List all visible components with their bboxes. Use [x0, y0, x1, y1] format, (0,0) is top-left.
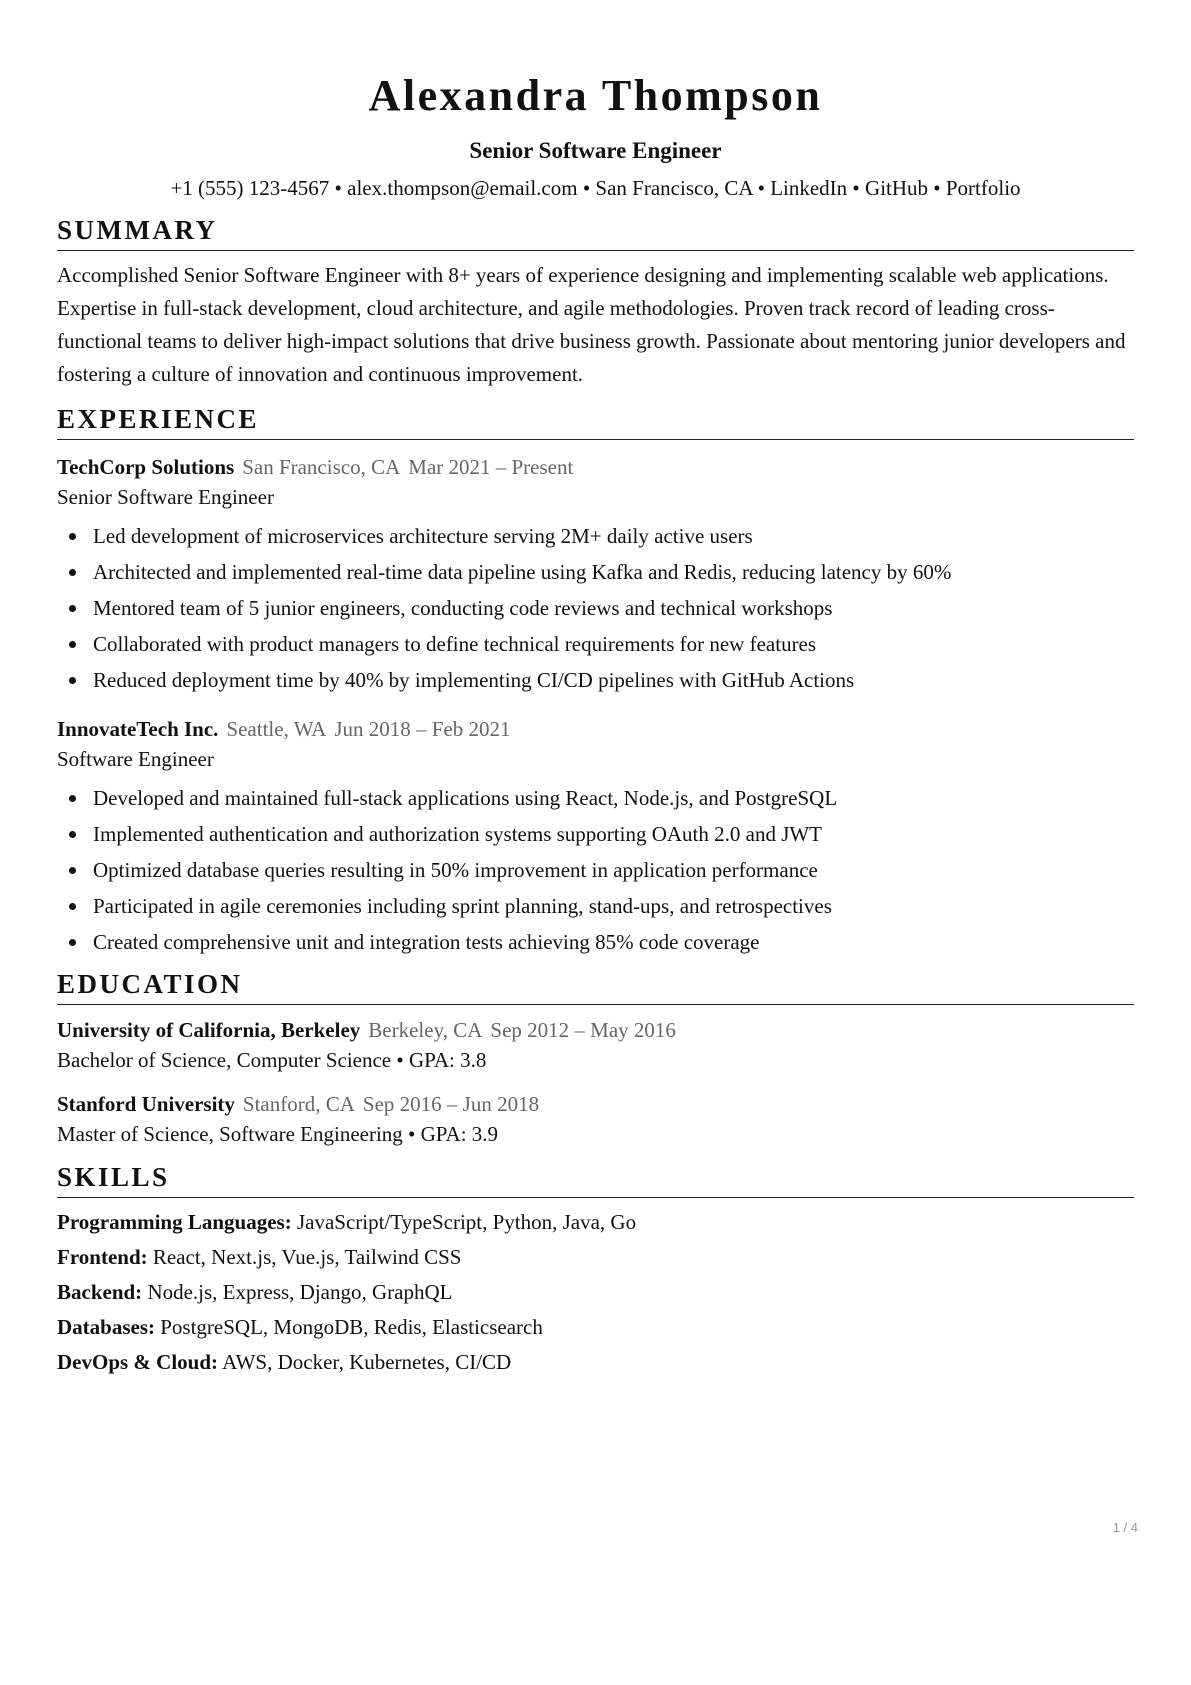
job-header — [57, 452, 1134, 482]
list-item — [57, 558, 1134, 586]
list-item — [57, 928, 1134, 956]
summary-section — [57, 214, 1134, 391]
bullet-text: Implemented authentication and authorization systems supporting OAuth 2.0 and JWT — [93, 822, 823, 846]
bullet-icon — [69, 605, 76, 612]
skill-row — [57, 1278, 1134, 1306]
summary-text: Accomplished Senior Software Engineer with 8+ years of experience designing and implementing scalable web applications. Expertise in full-stack development, cloud architecture, and agile methodologies. Proven track record of leading cross-functional teams to deliver high-impact solutions that drive business growth. Passionate about mentoring junior developers and fostering a culture of innovation and continuous improvement. — [57, 263, 1126, 386]
skill-value: Node.js, Express, Django, GraphQL — [147, 1280, 453, 1304]
bullet-icon — [69, 939, 76, 946]
list-item — [57, 594, 1134, 622]
resume-header — [57, 0, 1134, 202]
degree-line: Bachelor of Science, Computer Science • GPA: 3.8 — [57, 1048, 487, 1072]
candidate-title: Senior Software Engineer — [469, 138, 722, 163]
experience-heading: EXPERIENCE — [57, 403, 1134, 440]
skills-heading: SKILLS — [57, 1161, 1134, 1198]
contact-line: +1 (555) 123-4567 • alex.thompson@email.com • San Francisco, CA • LinkedIn • GitHub • Portfolio — [170, 176, 1021, 200]
skill-label: Frontend: — [57, 1245, 148, 1269]
summary-heading: SUMMARY — [57, 214, 1134, 251]
bullet-text: Mentored team of 5 junior engineers, conducting code reviews and technical workshops — [93, 596, 833, 620]
education-header — [57, 1015, 1134, 1045]
list-item — [57, 630, 1134, 658]
skill-value: AWS, Docker, Kubernetes, CI/CD — [222, 1350, 512, 1374]
list-item — [57, 666, 1134, 694]
skill-row — [57, 1208, 1134, 1236]
skill-row — [57, 1313, 1134, 1341]
skill-label: DevOps & Cloud: — [57, 1350, 219, 1374]
education-entry — [57, 1015, 1134, 1075]
job-role: Software Engineer — [57, 747, 214, 771]
school-location: Stanford, CA — [242, 1092, 355, 1116]
list-item — [57, 820, 1134, 848]
job-header — [57, 714, 1134, 744]
bullet-icon — [69, 569, 76, 576]
school-dates: Sep 2012 – May 2016 — [490, 1018, 676, 1042]
skill-row — [57, 1348, 1134, 1376]
page-indicator: 1 / 4 — [1112, 1520, 1138, 1535]
experience-section — [57, 403, 1134, 956]
bullet-text: Architected and implemented real-time data pipeline using Kafka and Redis, reducing latency by 60% — [93, 560, 952, 584]
job-location: San Francisco, CA — [242, 455, 401, 479]
bullet-text: Led development of microservices architecture serving 2M+ daily active users — [93, 524, 753, 548]
skill-value: React, Next.js, Vue.js, Tailwind CSS — [152, 1245, 462, 1269]
skill-row — [57, 1243, 1134, 1271]
bullet-text: Developed and maintained full-stack applications using React, Node.js, and PostgreSQL — [93, 786, 838, 810]
list-item — [57, 784, 1134, 812]
job-bullets — [57, 784, 1134, 956]
skills-section — [57, 1161, 1134, 1376]
school-dates: Sep 2016 – Jun 2018 — [362, 1092, 540, 1116]
bullet-icon — [69, 867, 76, 874]
job-dates: Mar 2021 – Present — [408, 455, 574, 479]
skills-list — [57, 1208, 1134, 1376]
bullet-icon — [69, 677, 76, 684]
bullet-icon — [69, 795, 76, 802]
job-location: Seattle, WA — [226, 717, 327, 741]
education-header — [57, 1089, 1134, 1119]
education-heading: EDUCATION — [57, 968, 1134, 1005]
job-dates: Jun 2018 – Feb 2021 — [334, 717, 511, 741]
bullet-icon — [69, 641, 76, 648]
job-entry — [57, 714, 1134, 956]
degree-line: Master of Science, Software Engineering • GPA: 3.9 — [57, 1122, 499, 1146]
skill-label: Programming Languages: — [57, 1210, 292, 1234]
job-company: InnovateTech Inc. — [57, 717, 219, 741]
list-item — [57, 856, 1134, 884]
bullet-icon — [69, 831, 76, 838]
school-name: University of California, Berkeley — [57, 1018, 361, 1042]
school-location: Berkeley, CA — [368, 1018, 483, 1042]
list-item — [57, 522, 1134, 550]
job-entry — [57, 452, 1134, 694]
candidate-name: Alexandra Thompson — [368, 71, 823, 120]
skill-value: PostgreSQL, MongoDB, Redis, Elasticsearch — [160, 1315, 543, 1339]
bullet-text: Optimized database queries resulting in 50% improvement in application performance — [93, 858, 818, 882]
bullet-text: Collaborated with product managers to define technical requirements for new features — [93, 632, 817, 656]
job-role: Senior Software Engineer — [57, 485, 274, 509]
job-bullets — [57, 522, 1134, 694]
bullet-icon — [69, 533, 76, 540]
job-company: TechCorp Solutions — [57, 455, 235, 479]
skill-value: JavaScript/TypeScript, Python, Java, Go — [296, 1210, 637, 1234]
list-item — [57, 892, 1134, 920]
bullet-icon — [69, 903, 76, 910]
education-entry — [57, 1089, 1134, 1149]
bullet-text: Reduced deployment time by 40% by implementing CI/CD pipelines with GitHub Actions — [93, 668, 855, 692]
education-section — [57, 968, 1134, 1149]
skill-label: Databases: — [57, 1315, 155, 1339]
bullet-text: Participated in agile ceremonies including sprint planning, stand-ups, and retrospectives — [93, 894, 832, 918]
school-name: Stanford University — [57, 1092, 235, 1116]
skill-label: Backend: — [57, 1280, 143, 1304]
bullet-text: Created comprehensive unit and integration tests achieving 85% code coverage — [93, 930, 760, 954]
